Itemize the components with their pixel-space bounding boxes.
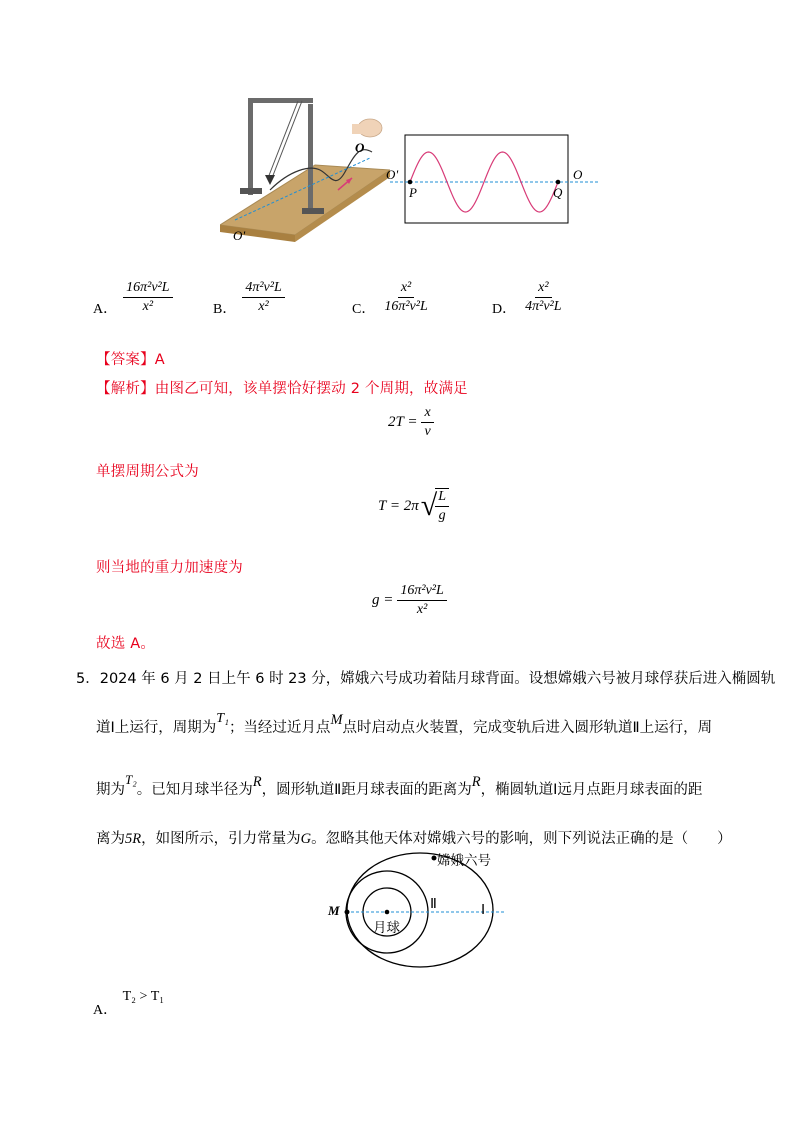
analysis-intro: 【解析】由图乙可知，该单摆恰好摆动 2 个周期，故满足: [96, 381, 468, 397]
orbit-1-label: Ⅰ: [481, 903, 486, 918]
equation-period-count: 2T = $\frac{x}{v}$: [388, 405, 434, 440]
q5-line2: 道Ⅰ上运行，周期为T₁；当经过近月点M点时启动点火装置，完成变轨后进入圆形轨道Ⅱ上运行，周: [96, 711, 713, 736]
option-c-label: C．: [352, 302, 376, 317]
analysis-line2: 单摆周期公式为: [96, 464, 199, 480]
option-c-fraction: $\frac{\text{x²}}{\text{16π²v²L}}$: [384, 279, 428, 314]
q5-line3: 期为T₂。已知月球半径为R，圆形轨道Ⅱ距月球表面的距离为R，椭圆轨道Ⅰ远月点距月球表面的距: [96, 772, 703, 798]
q5-option-a-label: A．: [93, 1003, 118, 1018]
sqrt-symbol: √: [420, 489, 438, 522]
option-b-fraction: $\frac{\text{4π²v²L}}{\text{x²}}$: [242, 280, 284, 315]
option-b-label: B．: [213, 302, 237, 317]
label-m: M: [328, 903, 340, 918]
label-o-prime-right: O': [386, 167, 399, 182]
option-a-label: A．: [93, 302, 118, 317]
q5-option-a-text: T₂ > T₁: [122, 989, 165, 1004]
option-d[interactable]: [492, 276, 565, 318]
analysis-line3: 则当地的重力加速度为: [96, 560, 243, 576]
option-d-fraction: $\frac{\text{x²}}{\text{4π²v²L}}$: [525, 279, 562, 314]
orbit-2-label: Ⅱ: [430, 897, 437, 912]
craft-label: 嫦娥六号: [437, 853, 491, 869]
label-q: Q: [553, 185, 563, 200]
q5-option-a[interactable]: [93, 985, 165, 1018]
moon-label: 月球: [373, 920, 400, 936]
q5-line1: 5．2024 年 6 月 2 日上午 6 时 23 分，嫦娥六号成功着陆月球背面。设想嫦娥六号被月球俘获后进入椭圆轨: [76, 671, 776, 687]
label-p: P: [409, 185, 417, 200]
option-c[interactable]: [352, 276, 431, 318]
equation-pendulum-period: T = 2π √ $\frac{L}{g}$: [378, 488, 449, 524]
q5-line4: 离为5R，如图所示，引力常量为G。忽略其他天体对嫦娥六号的影响，则下列说法正确的是（ ）: [96, 831, 732, 847]
label-o-right: O: [573, 167, 583, 182]
label-o-left: O: [355, 140, 365, 155]
equation-gravity: g = $\frac{\text{16π²v²L}}{\text{x²}}$: [372, 583, 447, 618]
pendulum-apparatus-figure: [220, 90, 390, 250]
option-b[interactable]: [213, 276, 285, 318]
waveform-figure: [380, 130, 600, 230]
option-d-label: D．: [492, 302, 517, 317]
label-o-prime-left: O': [233, 228, 246, 243]
option-a-fraction: $\frac{\text{16π²v²L}}{\text{x²}}$: [123, 280, 172, 315]
analysis-conclusion: 故选 A。: [96, 636, 156, 652]
option-a[interactable]: [93, 276, 173, 318]
answer-line: 【答案】A: [96, 352, 165, 368]
